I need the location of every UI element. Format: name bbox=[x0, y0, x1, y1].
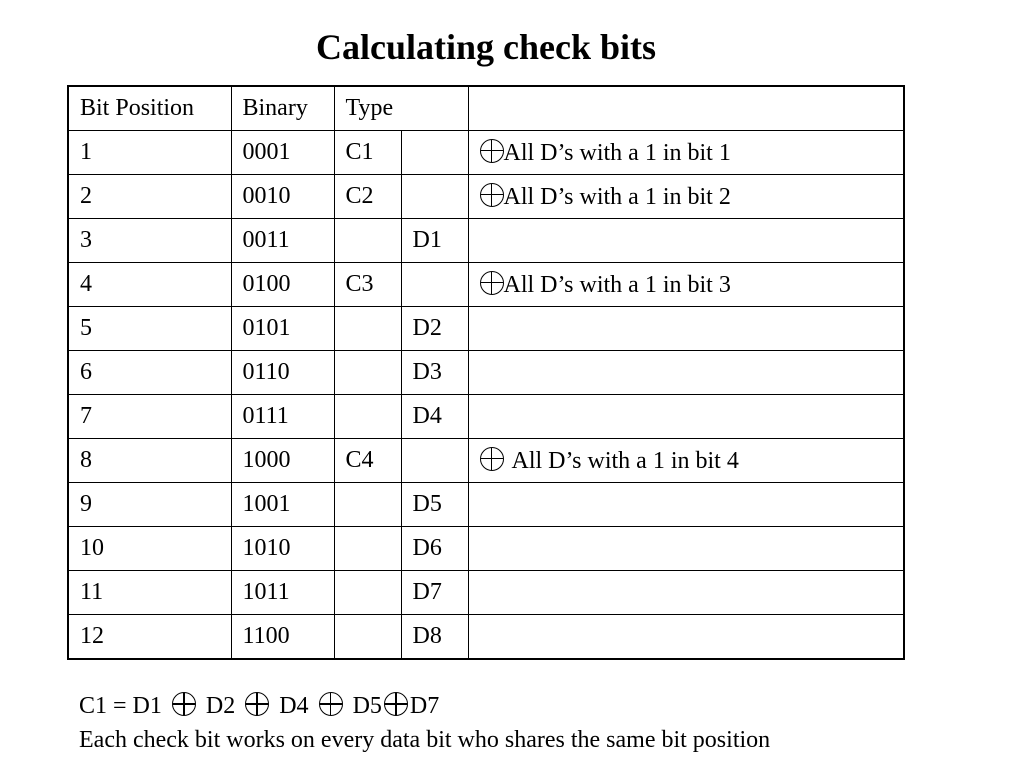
cell-data-type: D8 bbox=[401, 615, 468, 660]
cell-check-type: C1 bbox=[334, 131, 401, 175]
cell-description bbox=[468, 263, 904, 307]
cell-bit-position: 3 bbox=[68, 219, 231, 263]
description-text: All D’s with a 1 in bit 3 bbox=[503, 271, 731, 298]
xor-icon bbox=[480, 183, 504, 207]
xor-icon bbox=[172, 692, 196, 716]
cell-bit-position: 7 bbox=[68, 395, 231, 439]
table-row bbox=[68, 307, 904, 351]
cell-binary: 0111 bbox=[231, 395, 334, 439]
cell-data-type: D7 bbox=[401, 571, 468, 615]
cell-data-type: D5 bbox=[401, 483, 468, 527]
cell-bit-position: 2 bbox=[68, 175, 231, 219]
table-row bbox=[68, 131, 904, 175]
cell-binary: 0101 bbox=[231, 307, 334, 351]
cell-binary: 1010 bbox=[231, 527, 334, 571]
cell-description bbox=[468, 571, 904, 615]
cell-check-type bbox=[334, 527, 401, 571]
table-row bbox=[68, 483, 904, 527]
formula-term: D7 bbox=[409, 693, 440, 719]
formula-lhs: C1 = D1 bbox=[79, 693, 162, 719]
cell-data-type bbox=[401, 175, 468, 219]
table-row bbox=[68, 263, 904, 307]
cell-binary: 1100 bbox=[231, 615, 334, 660]
cell-bit-position: 4 bbox=[68, 263, 231, 307]
cell-description bbox=[468, 175, 904, 219]
cell-data-type bbox=[401, 131, 468, 175]
header-blank bbox=[468, 86, 904, 131]
cell-check-type bbox=[334, 571, 401, 615]
cell-description bbox=[468, 307, 904, 351]
cell-description bbox=[468, 615, 904, 660]
cell-check-type: C4 bbox=[334, 439, 401, 483]
header-binary: Binary bbox=[231, 86, 334, 131]
cell-bit-position: 8 bbox=[68, 439, 231, 483]
cell-bit-position: 11 bbox=[68, 571, 231, 615]
cell-binary: 0001 bbox=[231, 131, 334, 175]
table-row bbox=[68, 175, 904, 219]
cell-check-type bbox=[334, 395, 401, 439]
cell-bit-position: 9 bbox=[68, 483, 231, 527]
cell-data-type bbox=[401, 439, 468, 483]
cell-description bbox=[468, 395, 904, 439]
formula-term: D4 bbox=[279, 693, 309, 719]
cell-data-type: D3 bbox=[401, 351, 468, 395]
xor-icon bbox=[480, 271, 504, 295]
xor-icon bbox=[384, 692, 408, 716]
page-title: Calculating check bits bbox=[315, 27, 656, 67]
description-text: All D’s with a 1 in bit 2 bbox=[503, 183, 731, 210]
cell-description bbox=[468, 219, 904, 263]
cell-data-type bbox=[401, 263, 468, 307]
table-row bbox=[68, 615, 904, 660]
cell-check-type bbox=[334, 351, 401, 395]
cell-data-type: D1 bbox=[401, 219, 468, 263]
cell-description bbox=[468, 527, 904, 571]
header-type: Type bbox=[334, 86, 468, 131]
description-text: All D’s with a 1 in bit 4 bbox=[511, 447, 739, 474]
cell-bit-position: 10 bbox=[68, 527, 231, 571]
xor-icon bbox=[480, 447, 504, 471]
cell-data-type: D6 bbox=[401, 527, 468, 571]
cell-bit-position: 1 bbox=[68, 131, 231, 175]
cell-data-type: D2 bbox=[401, 307, 468, 351]
cell-check-type: C2 bbox=[334, 175, 401, 219]
cell-binary: 1000 bbox=[231, 439, 334, 483]
cell-binary: 0110 bbox=[231, 351, 334, 395]
check-bits-table bbox=[67, 85, 905, 660]
table-header-row bbox=[68, 86, 904, 131]
explanation-note: Each check bit works on every data bit who shares the same bit position bbox=[79, 727, 771, 753]
cell-check-type bbox=[334, 219, 401, 263]
cell-check-type bbox=[334, 307, 401, 351]
cell-description bbox=[468, 439, 904, 483]
table-row bbox=[68, 571, 904, 615]
cell-binary: 1001 bbox=[231, 483, 334, 527]
table-row bbox=[68, 219, 904, 263]
cell-description bbox=[468, 351, 904, 395]
table-row bbox=[68, 351, 904, 395]
cell-description bbox=[468, 483, 904, 527]
formula-c1 bbox=[79, 692, 439, 720]
cell-bit-position: 12 bbox=[68, 615, 231, 660]
cell-binary: 0100 bbox=[231, 263, 334, 307]
description-text: All D’s with a 1 in bit 1 bbox=[503, 139, 731, 166]
cell-bit-position: 6 bbox=[68, 351, 231, 395]
cell-check-type bbox=[334, 483, 401, 527]
table-row bbox=[68, 395, 904, 439]
table-row bbox=[68, 527, 904, 571]
cell-check-type: C3 bbox=[334, 263, 401, 307]
cell-check-type bbox=[334, 615, 401, 660]
formula-term: D5 bbox=[352, 693, 382, 719]
xor-icon bbox=[480, 139, 504, 163]
table-row bbox=[68, 439, 904, 483]
xor-icon bbox=[245, 692, 269, 716]
cell-binary: 1011 bbox=[231, 571, 334, 615]
header-bit-position: Bit Position bbox=[68, 86, 231, 131]
cell-data-type: D4 bbox=[401, 395, 468, 439]
cell-description bbox=[468, 131, 904, 175]
cell-binary: 0010 bbox=[231, 175, 334, 219]
formula-term: D2 bbox=[205, 693, 236, 719]
xor-icon bbox=[319, 692, 343, 716]
cell-bit-position: 5 bbox=[68, 307, 231, 351]
cell-binary: 0011 bbox=[231, 219, 334, 263]
